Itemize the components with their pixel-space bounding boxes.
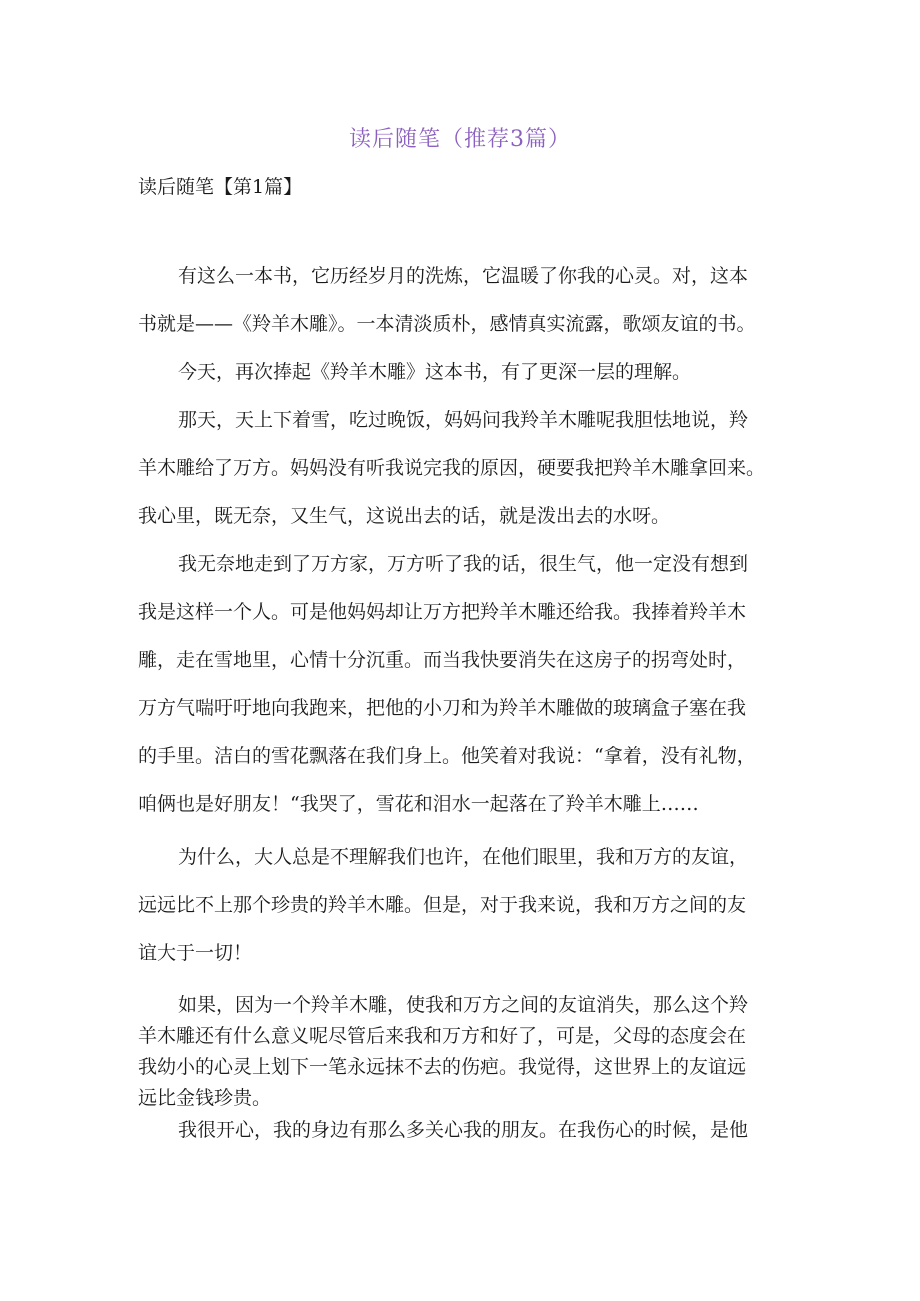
paragraph <box>138 252 788 348</box>
paragraph-line: 谊大于一切！ <box>138 942 253 964</box>
paragraph-line: 的手里。洁白的雪花飘落在我们身上。他笑着对我说：“拿着，没有礼物， <box>138 745 756 767</box>
paragraph-line: 我是这样一个人。可是他妈妈却让万方把羚羊木雕还给我。我捧着羚羊木 <box>138 601 747 623</box>
paragraph-line: 远远比不上那个珍贵的羚羊木雕。但是，对于我来说，我和万方之间的友 <box>138 894 747 916</box>
paragraph-line: 有这么一本书，它历经岁月的洗炼，它温暖了你我的心灵。对，这本 <box>178 265 749 287</box>
paragraph-line: 雕，走在雪地里，心情十分沉重。而当我快要消失在这房子的拐弯处时， <box>138 649 747 671</box>
paragraph-line: 那天，天上下着雪，吃过晚饭，妈妈问我羚羊木雕呢我胆怯地说，羚 <box>178 409 749 431</box>
paragraph-line: 我心里，既无奈，又生气，这说出去的话，就是泼出去的水呀。 <box>138 505 671 527</box>
paragraph-line: 我幼小的心灵上划下一笔永远抹不去的伤疤。我觉得，这世界上的友谊远 <box>138 1056 747 1078</box>
document-title: 读后随笔（推荐3篇） <box>349 127 571 152</box>
paragraph <box>138 990 788 1114</box>
paragraph-line: 书就是——《羚羊木雕》。一本清淡质朴，感情真实流露，歌颂友谊的书。 <box>138 313 756 335</box>
paragraph <box>138 396 788 540</box>
paragraph <box>138 1106 788 1154</box>
paragraph <box>138 348 788 396</box>
paragraph-line: 我无奈地走到了万方家，万方听了我的话，很生气，他一定没有想到 <box>178 553 749 575</box>
paragraph-line: 我很开心，我的身边有那么多关心我的朋友。在我伤心的时候，是他 <box>178 1119 749 1141</box>
section-heading: 读后随笔【第1篇】 <box>138 176 303 198</box>
paragraph-line: 如果，因为一个羚羊木雕，使我和万方之间的友谊消失，那么这个羚 <box>178 994 749 1016</box>
paragraph-line: 咱俩也是好朋友！“我哭了，雪花和泪水一起落在了羚羊木雕上…… <box>138 793 699 815</box>
paragraph-line: 远比金钱珍贵。 <box>138 1087 272 1109</box>
paragraph-line: 为什么，大人总是不理解我们也许，在他们眼里，我和万方的友谊， <box>178 846 749 868</box>
paragraph-line: 羊木雕给了万方。妈妈没有听我说完我的原因，硬要我把羚羊木雕拿回来。 <box>138 457 766 479</box>
paragraph-line: 羊木雕还有什么意义呢尽管后来我和万方和好了，可是，父母的态度会在 <box>138 1025 747 1047</box>
paragraph <box>138 540 788 828</box>
paragraph-line: 今天，再次捧起《羚羊木雕》这本书，有了更深一层的理解。 <box>178 361 692 383</box>
paragraph-line: 万方气喘吁吁地向我跑来，把他的小刀和为羚羊木雕做的玻璃盒子塞在我 <box>138 697 747 719</box>
paragraph <box>138 833 788 977</box>
